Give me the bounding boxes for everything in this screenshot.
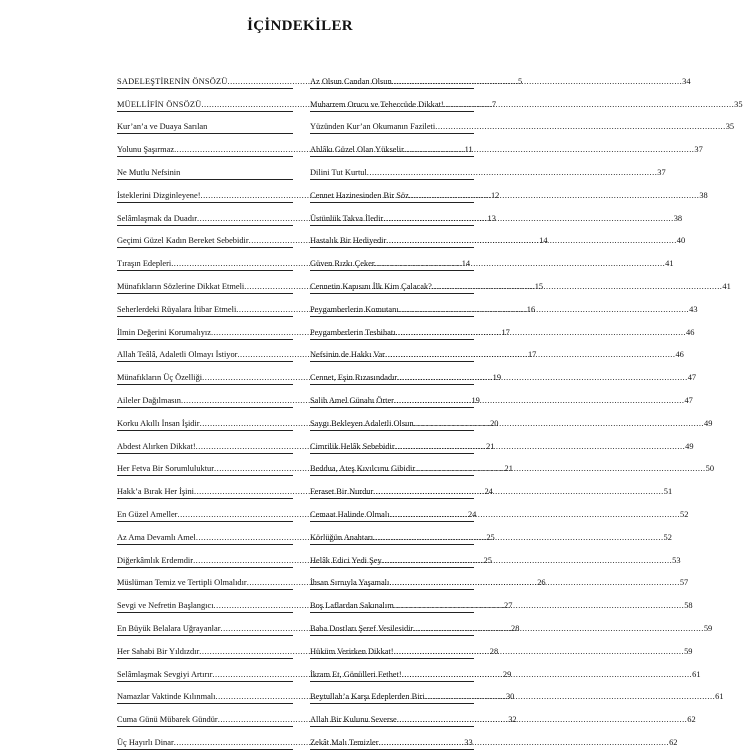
toc-entry-title: En Büyük Belalara Uğrayanlar [117, 623, 221, 633]
toc-entry-title: İhsan Sırnıyla Yaşamalı [310, 578, 390, 588]
toc-entry-title: Cuma Günü Mübarek Gündür [117, 715, 218, 725]
toc-entry-page: 20 [490, 418, 499, 428]
toc-entry-title: Ahlâkı Güzel Olan Yükselir [310, 145, 404, 155]
toc-entry-title: Cennetin Kapısını İlk Kim Çalacak? [310, 281, 432, 291]
toc-entry-page: 47 [687, 373, 697, 383]
dot-leader [383, 213, 674, 224]
dot-leader [397, 372, 688, 383]
toc-entry-page: 28 [511, 623, 520, 633]
dot-leader [425, 691, 716, 702]
toc-entry-title: Saygı Bekleyen Adaletli Olsun [310, 418, 414, 428]
dot-leader [415, 463, 706, 474]
toc-entry-page: 33 [464, 737, 473, 747]
toc-entry-page: 24 [467, 509, 477, 519]
toc-entry-title: Aileler Dağılmasın [117, 395, 181, 405]
toc-entry-page: 15 [534, 281, 544, 291]
toc-entry-title: Selâmlaşmak Sevgiyi Artırır [117, 669, 213, 679]
toc-entry-page: 49 [704, 418, 713, 428]
dot-leader [432, 281, 723, 292]
toc-entry-page: 34 [682, 76, 691, 86]
toc-entry-page: 49 [685, 441, 694, 451]
toc-entry-page: 37 [657, 167, 666, 177]
toc-entry-page: 53 [672, 555, 681, 565]
toc-entry-title: Cemaat Halinde Olmalı [310, 509, 390, 519]
page-title: İÇİNDEKİLER [247, 18, 353, 34]
toc-entry-title: Münafıkların Üç Özelliği [117, 373, 203, 383]
toc-entry-page: 35 [725, 122, 735, 132]
toc-entry-page: 13 [487, 213, 496, 223]
toc-entry-title: Nefsinin de Hakkı Var [310, 350, 385, 360]
toc-entry-title: Güven Rızkı Çeker [310, 259, 375, 269]
dot-leader [414, 418, 705, 429]
toc-entry-page: 52 [680, 509, 689, 519]
toc-entry-title: Yolunu Şaşırmaz [117, 145, 175, 155]
dot-leader [389, 577, 680, 588]
toc-entry-page: 14 [539, 236, 548, 246]
dot-leader [394, 646, 685, 657]
toc-entry-title: Diğerkâmlık Erdemdir [117, 555, 194, 565]
dot-leader [386, 235, 677, 246]
toc-entry-page: 12 [490, 190, 500, 200]
dot-leader [390, 509, 681, 520]
toc-entry-title: Üç Hayırlı Dinar [117, 737, 174, 747]
toc-entry-title: Namazlar Vaktinde Kılınmalı [117, 692, 216, 702]
toc-entry-page: 62 [687, 715, 696, 725]
toc-entry-title: Allah Bir Kulunu Severse [310, 715, 397, 725]
toc-entry-page: 21 [504, 464, 513, 474]
toc-entry-title: Muharrem Orucu ve Teheccüde Dikkat! [310, 99, 444, 109]
dot-leader [396, 327, 687, 338]
toc-entry-title: Ne Mutlu Nefsinin [117, 167, 181, 177]
toc-entry-page: 40 [676, 236, 686, 246]
toc-entry-page: 19 [471, 395, 480, 405]
toc-entry-title: Zekât Malı Temizler [310, 737, 379, 747]
toc-entry-page: 26 [537, 578, 546, 588]
toc-entry-page: 30 [505, 692, 515, 702]
toc-entry-page: 32 [508, 715, 517, 725]
toc-entry-title: Cimrilik Helâk Sebebidir [310, 441, 395, 451]
dot-leader [444, 99, 735, 110]
toc-entry-page: 41 [722, 281, 731, 291]
toc-entry-title: En Güzel Ameller [117, 509, 178, 519]
toc-entry-page: 58 [684, 601, 693, 611]
toc-entry-page: 17 [501, 327, 510, 337]
toc-entry-page: 7 [491, 99, 497, 109]
toc-entry-title: Salih Amel Günahı Örter [310, 395, 394, 405]
toc-entry-title: Beytullah’a Karşı Edeplerden Biri [310, 692, 425, 702]
toc-entry-title: Üstünlük Takva İledir [310, 213, 384, 223]
dot-leader [397, 714, 688, 725]
dot-leader [395, 441, 686, 452]
toc-entry-title: Tıraşın Edepleri [117, 259, 172, 269]
toc-entry-title: Münafıkların Sözlerine Dikkat Etmeli [117, 281, 245, 291]
dot-leader [435, 121, 726, 132]
toc-entry-title: Hüküm Verirken Dikkat! [310, 646, 394, 656]
dot-leader [399, 304, 690, 315]
toc-entry-page: 37 [694, 145, 703, 155]
toc-entry-page: 5 [518, 76, 523, 86]
toc-entry-page: 41 [665, 259, 674, 269]
toc-entry [117, 114, 293, 137]
toc-entry-title: Helâk Edici Yedi Şey [310, 555, 382, 565]
toc-entry-title: Abdest Alırken Dikkat! [117, 441, 196, 451]
dot-leader [404, 144, 695, 155]
toc-entry-title: Hakk’a Bırak Her İşini [117, 487, 194, 497]
toc-entry [117, 159, 293, 182]
toc-entry-title: Allah Teâlâ, Adaletli Olmayı İstiyor [117, 350, 238, 360]
toc-entry-page: 21 [486, 441, 495, 451]
toc-entry-title: Seherlerdeki Rüyalara İtibar Etmeli [117, 304, 237, 314]
toc-entry-page: 11 [464, 145, 473, 155]
toc-entry-title: Baba Dostları Şeref Vesilesidir [310, 623, 414, 633]
toc-entry-title: Korku Akıllı İnsan İşidir [117, 418, 200, 428]
dot-leader [394, 600, 685, 611]
toc-entry-page: 27 [504, 601, 513, 611]
toc-entry-page: 46 [686, 327, 695, 337]
toc-entry-title: MÜELLİFİN ÖNSÖZÜ [117, 99, 202, 109]
toc-entry-title: SADELEŞTİRENİN ÖNSÖZÜ [117, 76, 228, 86]
toc-entry-page: 59 [703, 623, 713, 633]
toc-entry-page: 38 [699, 190, 708, 200]
toc-entry-page: 43 [689, 304, 698, 314]
dot-leader [379, 737, 670, 748]
toc-entry [310, 136, 703, 159]
toc-entry-page: 47 [684, 395, 693, 405]
toc-entry-page: 61 [692, 669, 701, 679]
dot-leader [375, 258, 666, 269]
toc-entry [310, 114, 735, 137]
toc-entry-title: Peygamberlerin Tesbihatı [310, 327, 396, 337]
toc-entry-title: Körlüğün Anahtarı [310, 532, 374, 542]
toc-entry-page: 19 [492, 373, 501, 383]
toc-entry-title: Beddua, Ateş Kıvılcımı Gibidir [310, 464, 416, 474]
toc-entry-page: 38 [673, 213, 683, 223]
toc-entry-title: Müslüman Temiz ve Tertipli Olmalıdır [117, 578, 247, 588]
toc-entry-page: 52 [663, 532, 672, 542]
toc-entry-title: Dilini Tut Kurtul [310, 167, 367, 177]
toc-entry-page: 51 [663, 487, 673, 497]
toc-entry-title: Hastalık Bir Hediyedir [310, 236, 387, 246]
toc-entry-page: 29 [502, 669, 512, 679]
toc-entry-title: Peygamberlerin Komutanı [310, 304, 399, 314]
toc-entry-page: 25 [483, 555, 492, 565]
toc-entry-title: Cennet Hazinesinden Bir Söz [310, 190, 409, 200]
toc-entry-page: 62 [669, 737, 678, 747]
toc-entry [310, 159, 666, 182]
toc-entry-title: Yüzünden Kur’an Okumanın Fazileti [310, 122, 436, 132]
dot-leader [394, 395, 685, 406]
toc-entry-title: İsteklerini Dizginleyene! [117, 190, 201, 200]
toc-entry-page: 16 [526, 304, 536, 314]
toc-entry-title: Kur’an’a ve Duaya Sarılan [117, 122, 208, 132]
dot-leader [402, 669, 693, 680]
toc-entry-page: 24 [484, 487, 493, 497]
toc-entry-title: Az Ama Devamlı Amel [117, 532, 196, 542]
toc-entry-title: Selâmlaşmak da Duadır [117, 213, 198, 223]
dot-leader [373, 532, 664, 543]
toc-entry-title: Sevgi ve Nefretin Başlangıcı [117, 601, 214, 611]
toc-entry-title: Her Sahabi Bir Yıldızdır [117, 646, 200, 656]
dot-leader [413, 623, 704, 634]
toc-entry-title: Boş Laflardan Sakınalım [310, 601, 394, 611]
toc-entry-page: 17 [527, 350, 537, 360]
toc-entry-title: Cennet, Eşin Rızasındadır [310, 373, 398, 383]
dot-leader [367, 167, 658, 178]
dot-leader [385, 349, 676, 360]
toc-entry-page: 57 [679, 578, 689, 588]
toc-entry [310, 250, 674, 273]
toc-entry-title: Az Olsun Candan Olsun [310, 76, 392, 86]
toc-entry-title: Geçimi Güzel Kadın Bereket Sebebidir [117, 236, 249, 246]
dot-leader [373, 486, 664, 497]
toc-entry-page: 46 [675, 350, 684, 360]
toc-entry-title: İlmin Değerini Korumalıyız [117, 327, 211, 337]
toc-entry [310, 91, 743, 114]
toc-entry [310, 68, 691, 91]
toc-entry-page: 59 [684, 646, 693, 656]
dot-leader [409, 190, 700, 201]
toc-entry-title: Feraset Bir Nurdur [310, 487, 374, 497]
toc-entry-page: 50 [705, 464, 715, 474]
toc-entry-page: 25 [486, 532, 495, 542]
toc-entry-page: 28 [489, 646, 499, 656]
toc-entry [310, 501, 689, 524]
toc-entry-title: Her Fetva Bir Sorumluluktur [117, 464, 214, 474]
toc-entry-page: 14 [461, 259, 471, 269]
toc-entry [310, 729, 678, 752]
dot-leader [382, 555, 673, 566]
toc-entry-title: İkram Et, Gönülleri Fethet! [310, 669, 402, 679]
toc-entry-page: 61 [715, 692, 724, 702]
dot-leader [392, 76, 683, 87]
toc-entry-page: 35 [734, 99, 743, 109]
